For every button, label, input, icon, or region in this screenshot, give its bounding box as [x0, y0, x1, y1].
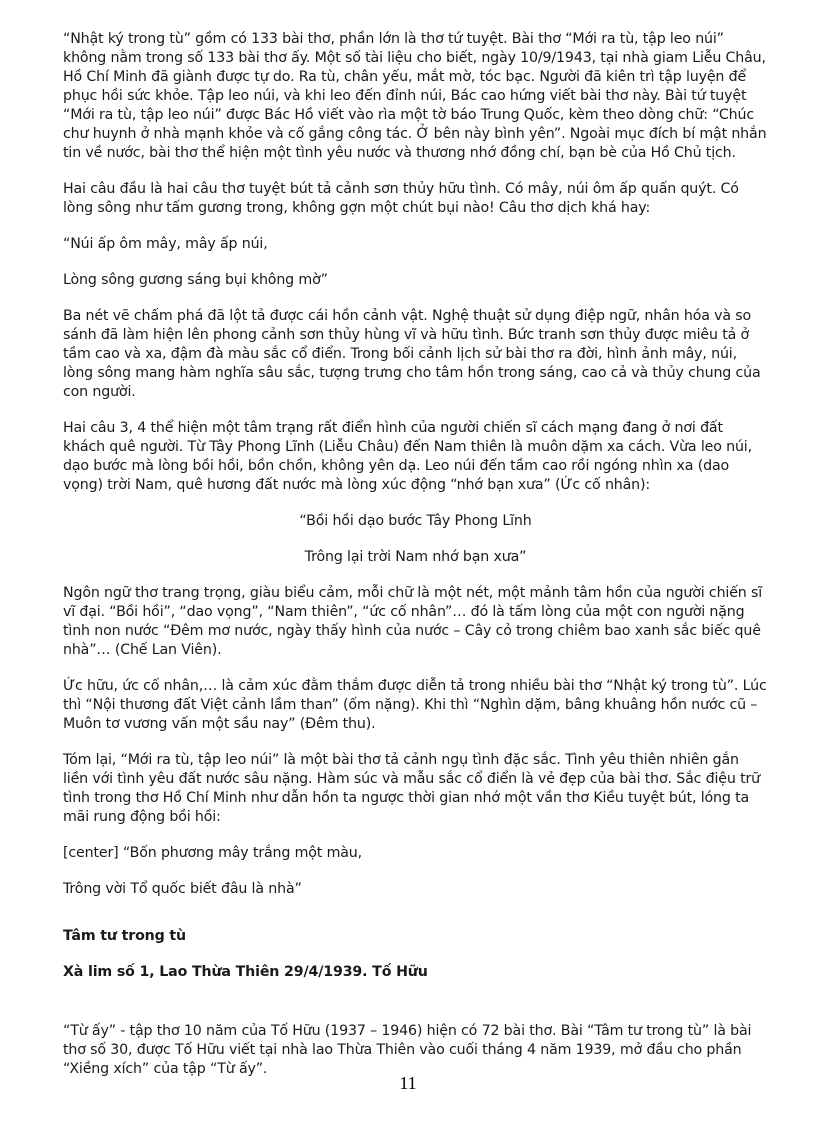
poem-line: Trông vời Tổ quốc biết đâu là nhà”: [63, 881, 302, 897]
paragraph-intro: “Nhật ký trong tù” gồm có 133 bài thơ, phần lớn là thơ tứ tuyệt. Bài thơ “Mới ra tù, tập leo núi” không nằm trong số 133 bài thơ ấy. Một số tài liệu cho biết, ngày 10/9/1943, tại nhà giam Liễu Châu, Hồ Chí Minh đã giành được tự do. Ra tù, chân yếu, mắt mờ, tóc bạc. Người đã kiên trì tập luyện để phục hồi sức khỏe. Tập leo núi, và khi leo đến đỉnh núi, Bác cao hứng viết bài thơ này. Bài tứ tuyệt “Mới ra tù, tập leo núi” được Bác Hồ viết vào rìa một tờ báo Trung Quốc, kèm theo dòng chữ: “Chúc chư huynh ở nhà mạnh khỏe và cố gắng công tác. Ở bên này bình yên”. Ngoài mục đích bí mật nhắn tin về nước, bài thơ thể hiện một tình yêu nước và thương nhớ đồng chí, bạn bè của Hồ Chủ tịch.: [63, 31, 767, 161]
paragraph-lines-3-4: Hai câu 3, 4 thể hiện một tâm trạng rất điển hình của người chiến sĩ cách mạng đang ở nơi đất khách quê người. Từ Tây Phong Lĩnh (Liễu Châu) đến Nam thiên là muôn dặm xa cách. Vừa leo núi, dạo bước mà lòng bồi hồi, bồn chồn, không yên dạ. Leo núi đến tầm cao rồi ngóng nhìn xa (dao vọng) trời Nam, quê hương đất nước mà lòng xúc động “nhớ bạn xưa” (Ức cố nhân):: [63, 420, 752, 493]
poem-line: [center] “Bốn phương mây trắng một màu,: [63, 845, 362, 861]
paragraph-analysis: Ba nét vẽ chấm phá đã lột tả được cái hồn cảnh vật. Nghệ thuật sử dụng điệp ngữ, nhân hóa và so sánh đã làm hiện lên phong cảnh sơn thủy hùng vĩ và hữu tình. Bức tranh sơn thủy được miêu tả ở tầm cao và xa, đậm đà màu sắc cổ điển. Trong bối cảnh lịch sử bài thơ ra đời, hình ảnh mây, núi, lòng sông mang hàm nghĩa sâu sắc, tượng trưng cho tâm hồn trong sáng, cao cả và thủy chung của con người.: [63, 308, 761, 400]
poem-line: “Núi ấp ôm mây, mây ấp núi,: [63, 236, 268, 252]
paragraph-memories: Ức hữu, ức cố nhân,… là cảm xúc đằm thắm được diễn tả trong nhiều bài thơ “Nhật ký trong tù”. Lúc thì “Nội thương đất Việt cảnh lầm than” (ốm nặng). Khi thì “Nghìn dặm, bâng khuâng hồn nước cũ – Muôn tơ vương vấn một sầu nay” (Đêm thu).: [63, 678, 767, 732]
paragraph-first-couplet: Hai câu đầu là hai câu thơ tuyệt bút tả cảnh sơn thủy hữu tình. Có mây, núi ôm ấp quấn quýt. Có lòng sông như tấm gương trong, không gợn một chút bụi nào! Câu thơ dịch khá hay:: [63, 181, 739, 216]
poem-line-centered: Trông lại trời Nam nhớ bạn xưa”: [304, 549, 527, 565]
section-title: Tâm tư trong tù: [63, 928, 187, 944]
poem-line-centered: “Bồi hồi dạo bước Tây Phong Lĩnh: [299, 513, 532, 529]
section-intro: “Từ ấy” - tập thơ 10 năm của Tố Hữu (1937 – 1946) hiện có 72 bài thơ. Bài “Tâm tư trong tù” là bài thơ số 30, được Tố Hữu viết tại nhà lao Thừa Thiên vào cuối tháng 4 năm 1939, mở đầu cho phần “Xiềng xích” của tập “Từ ấy”.: [63, 1023, 752, 1077]
paragraph-language: Ngôn ngữ thơ trang trọng, giàu biểu cảm, mỗi chữ là một nét, một mảnh tâm hồn của người chiến sĩ vĩ đại. “Bồi hồi”, “dao vọng”, “Nam thiên”, “ức cố nhân”… đó là tấm lòng của một con người nặng tình non nước “Đêm mơ nước, ngày thấy hình của nước – Cây cỏ trong chiêm bao xanh sắc biếc quê nhà”… (Chế Lan Viên).: [63, 585, 763, 658]
paragraph-conclusion: Tóm lại, “Mới ra tù, tập leo núi” là một bài thơ tả cảnh ngụ tình đặc sắc. Tình yêu thiên nhiên gắn liền với tình yêu đất nước sâu nặng. Hàm súc và mẫu sắc cổ điển là vẻ đẹp của bài thơ. Sắc điệu trữ tình trong thơ Hồ Chí Minh như dẫn hồn ta ngược thời gian nhớ một vần thơ Kiều tuyệt bút, lóng ta mãi rung động bồi hồi:: [63, 752, 761, 825]
page-number: 11: [399, 1073, 417, 1093]
poem-line: Lòng sông gương sáng bụi không mờ”: [63, 272, 328, 288]
section-subtitle: Xà lim số 1, Lao Thừa Thiên 29/4/1939. Tố Hữu: [63, 964, 428, 980]
